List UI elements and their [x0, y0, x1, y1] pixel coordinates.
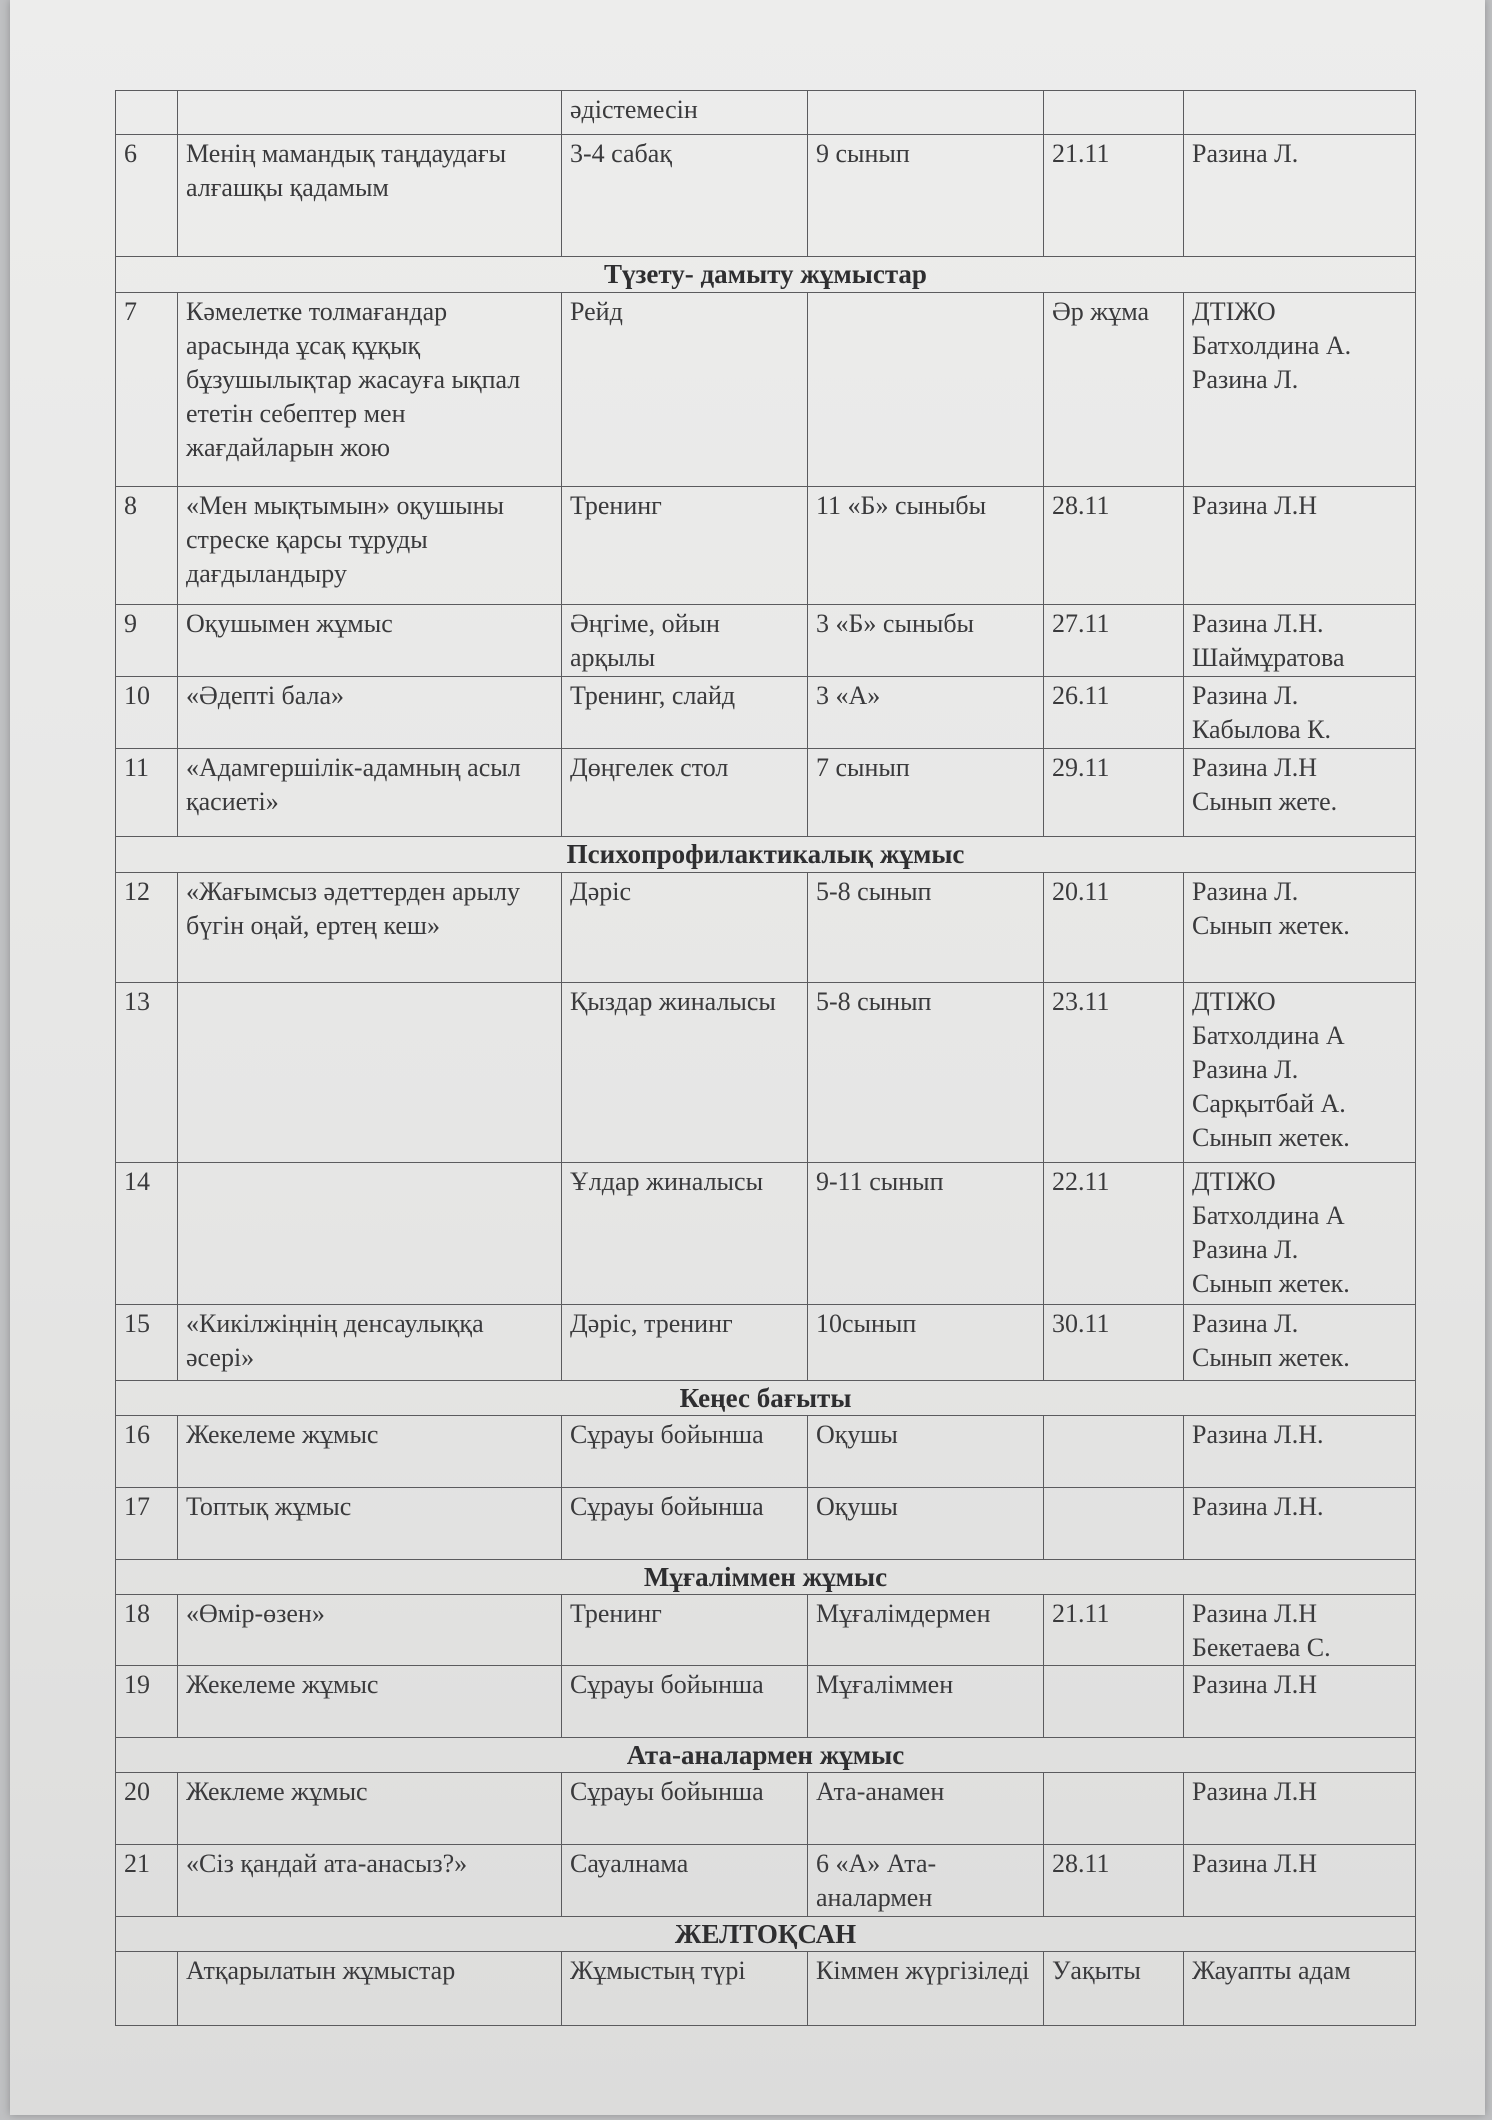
activity-cell: Кәмелетке толмағандар арасында ұсақ құқық бұзушылықтар жасауға ықпал ететін себептер мен жағдайларын жою	[178, 293, 562, 487]
row-number-cell: 11	[116, 749, 178, 837]
date-cell: 29.11	[1044, 749, 1184, 837]
work-type-cell: Сұрауы бойынша	[562, 1416, 808, 1488]
participants-cell: Оқушы	[808, 1488, 1044, 1560]
work-type-cell: Сұрауы бойынша	[562, 1773, 808, 1845]
responsible-cell: ДТІЖО Батхолдина А Разина Л. Сынып жетек.	[1184, 1163, 1416, 1305]
participants-cell: Кіммен жүргізіледі	[808, 1952, 1044, 2026]
row-number-cell: 14	[116, 1163, 178, 1305]
table-row	[116, 91, 1416, 135]
participants-cell: Мұғаліммен	[808, 1666, 1044, 1738]
work-type-cell: әдістемесін	[562, 91, 808, 135]
table-row	[116, 1305, 1416, 1381]
table-row	[116, 1845, 1416, 1917]
table-row	[116, 1666, 1416, 1738]
table-row	[116, 1952, 1416, 2026]
work-type-cell: Дәріс, тренинг	[562, 1305, 808, 1381]
work-type-cell: Дөңгелек стол	[562, 749, 808, 837]
date-cell: 27.11	[1044, 605, 1184, 677]
date-cell	[1044, 1773, 1184, 1845]
date-cell: Әр жұма	[1044, 293, 1184, 487]
participants-cell: 10сынып	[808, 1305, 1044, 1381]
participants-cell: 9-11 сынып	[808, 1163, 1044, 1305]
table-row	[116, 487, 1416, 605]
activity-cell: Жеклеме жұмыс	[178, 1773, 562, 1845]
section-header-row	[116, 837, 1416, 873]
work-type-cell: Тренинг	[562, 487, 808, 605]
date-cell: 26.11	[1044, 677, 1184, 749]
activity-cell: Атқарылатын жұмыстар	[178, 1952, 562, 2026]
work-plan-body	[116, 91, 1416, 2026]
participants-cell	[808, 293, 1044, 487]
activity-cell: «Кикілжіңнің денсаулыққа әсері»	[178, 1305, 562, 1381]
work-type-cell: Ұлдар жиналысы	[562, 1163, 808, 1305]
row-number-cell: 10	[116, 677, 178, 749]
participants-cell: 6 «А» Ата-аналармен	[808, 1845, 1044, 1917]
activity-cell: «Адамгершілік-адамның асыл қасиеті»	[178, 749, 562, 837]
date-cell	[1044, 1416, 1184, 1488]
date-cell	[1044, 1488, 1184, 1560]
work-type-cell: Рейд	[562, 293, 808, 487]
participants-cell: 5-8 сынып	[808, 983, 1044, 1163]
participants-cell: Мұғалімдермен	[808, 1595, 1044, 1666]
section-title: ЖЕЛТОҚСАН	[116, 1917, 1416, 1952]
row-number-cell: 21	[116, 1845, 178, 1917]
work-type-cell: Дәріс	[562, 873, 808, 983]
date-cell: 22.11	[1044, 1163, 1184, 1305]
row-number-cell: 16	[116, 1416, 178, 1488]
table-row	[116, 983, 1416, 1163]
participants-cell: 5-8 сынып	[808, 873, 1044, 983]
participants-cell: 9 сынып	[808, 135, 1044, 257]
work-plan-table	[115, 90, 1416, 2026]
section-header-row	[116, 1560, 1416, 1595]
table-row	[116, 1773, 1416, 1845]
responsible-cell: Разина Л. Сынып жетек.	[1184, 1305, 1416, 1381]
activity-cell	[178, 91, 562, 135]
responsible-cell: Разина Л.Н	[1184, 1845, 1416, 1917]
responsible-cell: Разина Л. Сынып жетек.	[1184, 873, 1416, 983]
work-type-cell: Сұрауы бойынша	[562, 1666, 808, 1738]
responsible-cell: Разина Л.Н	[1184, 487, 1416, 605]
responsible-cell: Разина Л.Н. Шаймұратова	[1184, 605, 1416, 677]
section-header-row	[116, 1917, 1416, 1952]
date-cell: Уақыты	[1044, 1952, 1184, 2026]
section-title: Кеңес бағыты	[116, 1381, 1416, 1416]
activity-cell	[178, 1163, 562, 1305]
work-type-cell: Қыздар жиналысы	[562, 983, 808, 1163]
row-number-cell: 6	[116, 135, 178, 257]
table-row	[116, 293, 1416, 487]
section-title: Түзету- дамыту жұмыстар	[116, 257, 1416, 293]
responsible-cell: Разина Л.Н Сынып жете.	[1184, 749, 1416, 837]
work-type-cell: Әңгіме, ойын арқылы	[562, 605, 808, 677]
row-number-cell: 12	[116, 873, 178, 983]
date-cell: 23.11	[1044, 983, 1184, 1163]
responsible-cell: ДТІЖО Батхолдина А. Разина Л.	[1184, 293, 1416, 487]
section-header-row	[116, 1381, 1416, 1416]
section-title: Мұғаліммен жұмыс	[116, 1560, 1416, 1595]
section-title: Психопрофилактикалық жұмыс	[116, 837, 1416, 873]
row-number-cell: 18	[116, 1595, 178, 1666]
activity-cell: «Өмір-өзен»	[178, 1595, 562, 1666]
activity-cell: Топтық жұмыс	[178, 1488, 562, 1560]
table-row	[116, 749, 1416, 837]
activity-cell: Менің мамандық таңдаудағы алғашқы қадамым	[178, 135, 562, 257]
responsible-cell: Разина Л.Н Бекетаева С.	[1184, 1595, 1416, 1666]
row-number-cell	[116, 1952, 178, 2026]
activity-cell: «Сіз қандай ата-анасыз?»	[178, 1845, 562, 1917]
activity-cell: «Мен мықтымын» оқушыны стреске қарсы тұруды дағдыландыру	[178, 487, 562, 605]
responsible-cell: Разина Л. Кабылова К.	[1184, 677, 1416, 749]
date-cell	[1044, 91, 1184, 135]
responsible-cell: Разина Л.Н.	[1184, 1416, 1416, 1488]
work-type-cell: Сұрауы бойынша	[562, 1488, 808, 1560]
participants-cell: 7 сынып	[808, 749, 1044, 837]
activity-cell: Жекелеме жұмыс	[178, 1666, 562, 1738]
table-row	[116, 873, 1416, 983]
participants-cell: Оқушы	[808, 1416, 1044, 1488]
row-number-cell: 8	[116, 487, 178, 605]
work-type-cell: Тренинг	[562, 1595, 808, 1666]
responsible-cell: ДТІЖО Батхолдина А Разина Л. Сарқытбай А. Сынып жетек.	[1184, 983, 1416, 1163]
responsible-cell: Разина Л.	[1184, 135, 1416, 257]
responsible-cell	[1184, 91, 1416, 135]
activity-cell	[178, 983, 562, 1163]
work-type-cell: 3-4 сабақ	[562, 135, 808, 257]
section-header-row	[116, 257, 1416, 293]
table-row	[116, 1416, 1416, 1488]
row-number-cell: 17	[116, 1488, 178, 1560]
date-cell: 21.11	[1044, 135, 1184, 257]
work-type-cell: Сауалнама	[562, 1845, 808, 1917]
row-number-cell: 13	[116, 983, 178, 1163]
table-row	[116, 605, 1416, 677]
date-cell: 28.11	[1044, 1845, 1184, 1917]
activity-cell: Жекелеме жұмыс	[178, 1416, 562, 1488]
section-header-row	[116, 1738, 1416, 1773]
participants-cell: Ата-анамен	[808, 1773, 1044, 1845]
table-row	[116, 677, 1416, 749]
row-number-cell: 7	[116, 293, 178, 487]
responsible-cell: Разина Л.Н	[1184, 1666, 1416, 1738]
row-number-cell: 9	[116, 605, 178, 677]
responsible-cell: Жауапты адам	[1184, 1952, 1416, 2026]
date-cell	[1044, 1666, 1184, 1738]
table-row	[116, 1488, 1416, 1560]
responsible-cell: Разина Л.Н	[1184, 1773, 1416, 1845]
participants-cell: 3 «А»	[808, 677, 1044, 749]
row-number-cell: 20	[116, 1773, 178, 1845]
activity-cell: «Жағымсыз әдеттерден арылу бүгін оңай, ертең кеш»	[178, 873, 562, 983]
date-cell: 28.11	[1044, 487, 1184, 605]
work-type-cell: Жұмыстың түрі	[562, 1952, 808, 2026]
section-title: Ата-аналармен жұмыс	[116, 1738, 1416, 1773]
date-cell: 30.11	[1044, 1305, 1184, 1381]
document-page	[10, 0, 1485, 2115]
participants-cell: 3 «Б» сыныбы	[808, 605, 1044, 677]
table-row	[116, 1163, 1416, 1305]
row-number-cell: 19	[116, 1666, 178, 1738]
date-cell: 21.11	[1044, 1595, 1184, 1666]
work-type-cell: Тренинг, слайд	[562, 677, 808, 749]
responsible-cell: Разина Л.Н.	[1184, 1488, 1416, 1560]
activity-cell: Оқушымен жұмыс	[178, 605, 562, 677]
table-row	[116, 135, 1416, 257]
table-row	[116, 1595, 1416, 1666]
date-cell: 20.11	[1044, 873, 1184, 983]
participants-cell: 11 «Б» сыныбы	[808, 487, 1044, 605]
activity-cell: «Әдепті бала»	[178, 677, 562, 749]
participants-cell	[808, 91, 1044, 135]
row-number-cell	[116, 91, 178, 135]
row-number-cell: 15	[116, 1305, 178, 1381]
